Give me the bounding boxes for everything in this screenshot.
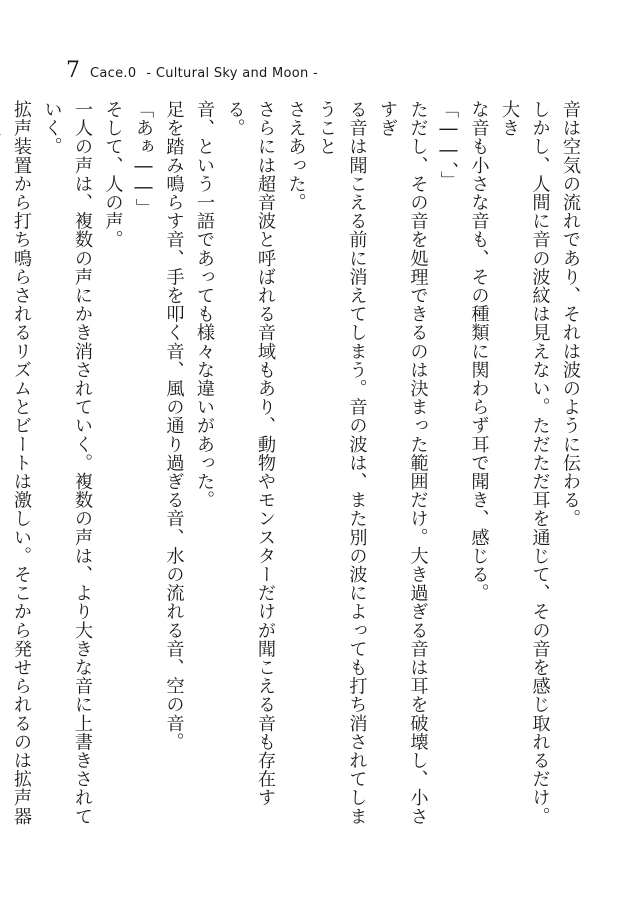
text-line: 音、という一語であっても様々な違いがあった。 <box>194 100 215 510</box>
text-line: さえあった。 <box>285 100 307 212</box>
text-line: しかし、人間に音の波紋は見えない。ただただ耳を通じて、その音を感じ取れるだけ。大き <box>499 100 551 826</box>
text-line: 「あぁ――」 <box>133 100 154 218</box>
text-line: 「――、」 <box>438 100 459 190</box>
text-line: な音も小さな音も、その種類に関わらず耳で聞き、感じる。 <box>468 100 490 603</box>
page-number: 7 <box>66 58 80 83</box>
text-line: さらには超音波と呼ばれる音域もあり、動物やモンスターだけが聞こえる音も存在する。 <box>224 100 276 807</box>
text-line: る音は聞こえる前に消えてしまう。音の波は、また別の波によっても打ち消されてしまうこと <box>316 100 368 826</box>
text-line: そして、人の声。 <box>102 100 124 249</box>
text-line: ただし、その音を処理できるのは決まった範囲だけ。大き過ぎる音は耳を破壊し、小さすぎ <box>377 100 429 826</box>
text-line: 音は空気の流れであり、それは波のように伝わる。 <box>560 100 581 528</box>
chapter-subtitle: - Cultural Sky and Moon - <box>146 66 318 81</box>
text-line: 拡声装置から打ち鳴らされるリズムとビートは激しい。そこから発せられるのは拡声器 <box>11 100 32 826</box>
text-line: 一人の声は、複数の声にかき消されていく。複数の声は、より大きな音に上書きされていく。 <box>41 100 93 826</box>
chapter-label: Cace.0 <box>90 66 137 81</box>
text-line: 足を踏み鳴らす音、手を叩く音、風の通り過ぎる音、水の流れる音、空の音。 <box>163 100 185 751</box>
running-header <box>66 58 318 83</box>
body-text <box>11 100 585 840</box>
